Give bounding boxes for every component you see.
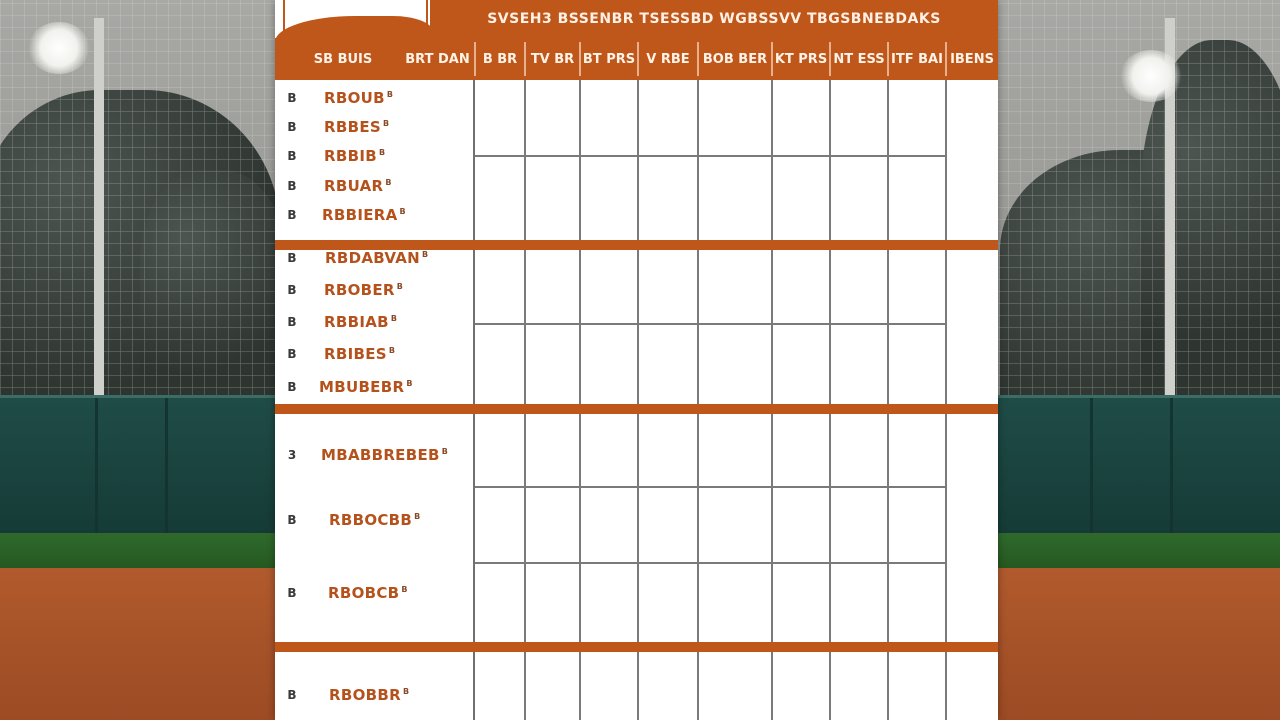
grid-column-line bbox=[579, 80, 581, 240]
grid-column-line bbox=[887, 652, 889, 720]
grid-column-line bbox=[945, 80, 947, 240]
wall-seam bbox=[95, 398, 98, 533]
player-name bbox=[324, 313, 397, 331]
grid-column-line bbox=[524, 80, 526, 240]
grid-column-line bbox=[524, 414, 526, 642]
name-column-edge bbox=[473, 414, 475, 642]
grid-column-line bbox=[697, 414, 699, 642]
player-name-tag: B bbox=[402, 687, 410, 696]
player-name-tag: B bbox=[382, 119, 390, 128]
grid-row-line bbox=[475, 323, 946, 325]
stadium-light bbox=[1120, 50, 1182, 102]
wall-seam bbox=[1170, 398, 1173, 533]
wall-seam bbox=[1090, 398, 1093, 533]
grid-column-line bbox=[945, 652, 947, 720]
grid-column-line bbox=[637, 652, 639, 720]
grid-column-line bbox=[887, 414, 889, 642]
batting-order-number: B bbox=[287, 347, 297, 361]
grid-column-line bbox=[771, 250, 773, 404]
grid-column-line bbox=[697, 250, 699, 404]
grid-column-line bbox=[945, 250, 947, 404]
grid-column-line bbox=[887, 80, 889, 240]
grid-row-line bbox=[475, 562, 946, 564]
header-label: ITF BAI bbox=[891, 51, 943, 67]
grid-column-line bbox=[697, 652, 699, 720]
player-name-text: RBBES bbox=[324, 118, 381, 136]
player-name bbox=[324, 281, 403, 299]
wall-seam bbox=[165, 398, 168, 533]
header-divider bbox=[579, 42, 581, 76]
header-divider bbox=[474, 42, 476, 76]
header-label: BT PRS bbox=[582, 51, 636, 67]
player-name-text: RBUAR bbox=[324, 177, 384, 195]
batting-order-number: B bbox=[287, 513, 297, 527]
batting-order-number: 3 bbox=[287, 448, 297, 462]
player-name bbox=[319, 378, 413, 396]
batting-order-number: B bbox=[287, 315, 297, 329]
player-name bbox=[322, 206, 406, 224]
light-pole bbox=[94, 18, 104, 396]
player-name-text: RBBIERA bbox=[322, 206, 398, 224]
player-name bbox=[324, 118, 389, 136]
player-name-text: RBDABVAN bbox=[325, 249, 421, 267]
player-name-tag: B bbox=[441, 447, 449, 456]
player-name-tag: B bbox=[422, 250, 429, 259]
header-label: SB BUIS bbox=[313, 51, 373, 67]
batting-order-number: B bbox=[287, 91, 297, 105]
stadium-light bbox=[28, 22, 90, 74]
grid-column-line bbox=[637, 250, 639, 404]
header-divider bbox=[771, 42, 773, 76]
player-name-text: MBUBEBR bbox=[319, 378, 405, 396]
group-separator bbox=[275, 642, 998, 652]
header-divider bbox=[829, 42, 831, 76]
player-name-tag: B bbox=[399, 207, 406, 216]
grid-column-line bbox=[887, 250, 889, 404]
batting-order-number: B bbox=[287, 149, 297, 163]
name-column-edge bbox=[473, 80, 475, 240]
player-name-text: RBOBER bbox=[324, 281, 395, 299]
player-name-text: RBOBBR bbox=[329, 686, 401, 704]
grid-column-line bbox=[945, 414, 947, 642]
player-name-tag: B bbox=[390, 314, 398, 323]
grid-column-line bbox=[771, 414, 773, 642]
player-name bbox=[324, 177, 392, 195]
grid-column-line bbox=[637, 414, 639, 642]
player-name bbox=[325, 249, 428, 267]
name-column-edge bbox=[473, 250, 475, 404]
grid-column-line bbox=[829, 414, 831, 642]
batting-order-number: B bbox=[287, 586, 297, 600]
grid-column-line bbox=[829, 250, 831, 404]
batting-order-number: B bbox=[287, 208, 297, 222]
player-name-text: RBBIAB bbox=[324, 313, 389, 331]
header-label: NT ESS bbox=[833, 51, 885, 67]
header-divider bbox=[887, 42, 889, 76]
player-name-tag: B bbox=[386, 90, 394, 99]
batting-order-number: B bbox=[287, 179, 297, 193]
group-separator bbox=[275, 404, 998, 414]
player-name bbox=[329, 686, 409, 704]
grid-column-line bbox=[697, 80, 699, 240]
player-name-tag: B bbox=[385, 178, 392, 187]
player-name-tag: B bbox=[401, 585, 408, 594]
grid-column-line bbox=[637, 80, 639, 240]
player-name-text: RBBOCBB bbox=[329, 511, 413, 529]
player-name bbox=[324, 89, 393, 107]
header-label: BRT DAN bbox=[405, 51, 470, 67]
card-title: SVSEH3 BSSENBR TSESSBD WGBSSVV TBGSBNEBDAKS bbox=[430, 0, 998, 38]
grid-column-line bbox=[579, 652, 581, 720]
grid-column-line bbox=[524, 652, 526, 720]
player-name bbox=[328, 584, 408, 602]
player-name-text: RBBIB bbox=[324, 147, 377, 165]
grid-column-line bbox=[579, 414, 581, 642]
header-label: BOB BER bbox=[702, 51, 768, 67]
batting-order-number: B bbox=[287, 251, 297, 265]
player-name-text: RBIBES bbox=[324, 345, 387, 363]
grid-row-line bbox=[475, 486, 946, 488]
batting-order-number: B bbox=[287, 688, 297, 702]
grid-column-line bbox=[771, 652, 773, 720]
player-name bbox=[321, 446, 448, 464]
player-name-tag: B bbox=[396, 282, 404, 291]
player-name-text: MBABBREBEB bbox=[321, 446, 440, 464]
batting-order-number: B bbox=[287, 283, 297, 297]
batting-order-number: B bbox=[287, 380, 297, 394]
grid-column-line bbox=[771, 80, 773, 240]
name-column-edge bbox=[473, 652, 475, 720]
player-name-text: RBOUB bbox=[324, 89, 385, 107]
player-name bbox=[329, 511, 421, 529]
grid-column-line bbox=[524, 250, 526, 404]
grid-column-line bbox=[829, 80, 831, 240]
header-label: TV BR bbox=[530, 51, 575, 67]
batting-order-number: B bbox=[287, 120, 297, 134]
header-divider bbox=[697, 42, 699, 76]
header-label: V RBE bbox=[646, 51, 690, 67]
player-name bbox=[324, 147, 385, 165]
player-name bbox=[324, 345, 395, 363]
header-divider bbox=[945, 42, 947, 76]
header-label: IBENS bbox=[950, 51, 994, 67]
grid-column-line bbox=[829, 652, 831, 720]
header-divider bbox=[637, 42, 639, 76]
player-name-tag: B bbox=[406, 379, 413, 388]
player-name-tag: B bbox=[414, 512, 421, 521]
header-divider bbox=[524, 42, 526, 76]
player-name-tag: B bbox=[388, 346, 396, 355]
header-label: B BR bbox=[482, 51, 518, 67]
player-name-tag: B bbox=[378, 148, 386, 157]
grid-row-line bbox=[475, 155, 946, 157]
header-label: KT PRS bbox=[774, 51, 828, 67]
grid-column-line bbox=[579, 250, 581, 404]
player-name-text: RBOBCB bbox=[328, 584, 400, 602]
